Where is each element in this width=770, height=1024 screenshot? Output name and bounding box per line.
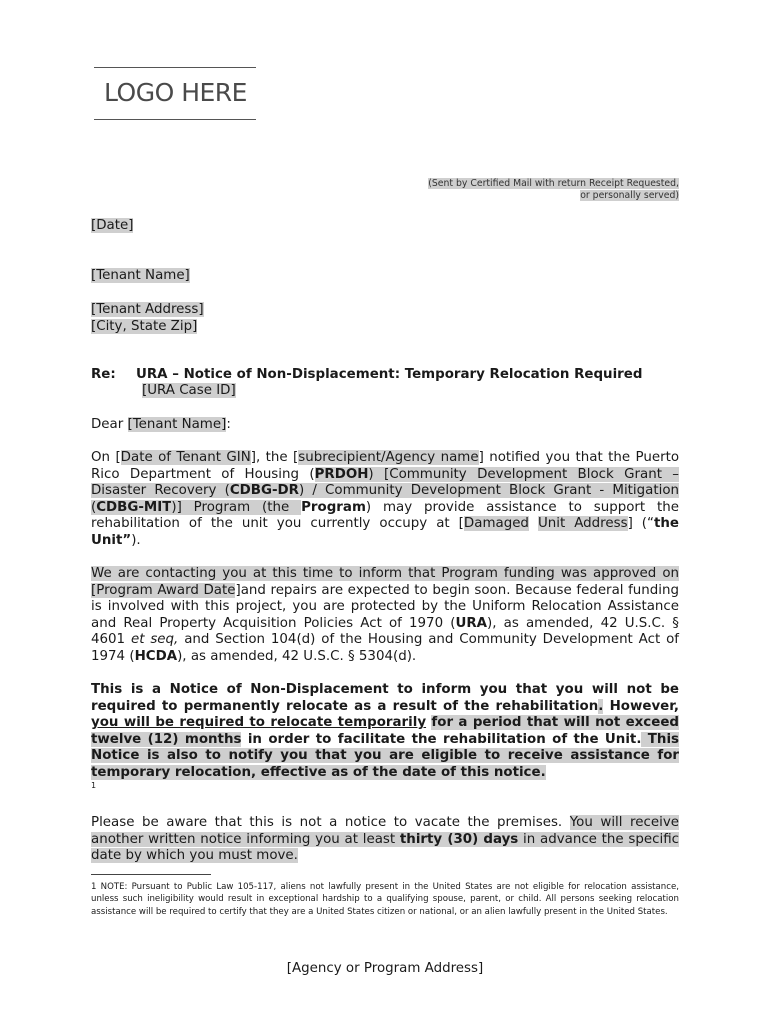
delivery-note-line2: or personally served) <box>580 190 679 201</box>
damaged-field: Damaged <box>463 516 529 531</box>
thirty-days-text: thirty (30) days <box>399 831 519 847</box>
delivery-note-line1: (Sent by Certified Mail with return Receipt Requested, <box>428 178 679 189</box>
paragraph-notice: This is a Notice of Non-Displacement to inform you that you will not be required to permanently relocate as a result of the rehabilitation. However, you will be required to relocate temporarily for a period that will not exceed twelve (12) months in order to facilitate the rehabilitation of the Unit. This Notice is also to notify you that you are eligible to receive assistance for temporary relocation, effective as of the date of this notice. <box>91 682 680 780</box>
relocate-temporarily-text: you will be required to relocate temporarily <box>91 715 427 730</box>
notice-highlight: You will receive another written notice informing you at least <box>91 815 679 847</box>
gin-date-field: Date of Tenant GIN <box>120 450 251 465</box>
case-id-field: [URA Case ID] <box>142 383 236 398</box>
unit-address-field: Unit Address <box>537 516 628 531</box>
footnote-separator <box>91 874 211 875</box>
cdbg-mit-acronym: CDBG-MIT <box>96 499 172 515</box>
salutation-name-field: [Tenant Name] <box>127 417 227 432</box>
paragraph-funding: We are contacting you at this time to inform that Program funding was approved on [Program Award Date]and repairs are expected to begin soon. Because federal funding is involved with this project, you are protected by the Uniform Relocation Assistance and Real Property Acquisition Policies Act of 1970 (URA), as amended, 42 U.S.C. § 4601 et seq, and Section 104(d) of the Housing and Community Development Act of 1974 (HCDA), as amended, 42 U.S.C. § 5304(d). <box>91 566 680 664</box>
the-unit-term: the Unit” <box>91 516 679 548</box>
footer-address: [Agency or Program Address] <box>286 961 484 976</box>
agency-name-field: subrecipient/Agency name <box>298 450 479 465</box>
tenant-address-field: [Tenant Address] <box>91 302 204 317</box>
date-field: [Date] <box>91 218 134 233</box>
footnote-text: 1 NOTE: Pursuant to Public Law 105-117, aliens not lawfully present in the United States are not eligible for relocation assistance, unless such ineligibility would result in exceptional hardship to a qualifying spouse, parent, or child. All persons seeking relocation assistance will be required to certify that they are a United States citizen or national, or an alien lawfully present in the United States. <box>91 882 679 917</box>
subject-label: Re: <box>91 367 116 382</box>
logo-top-rule <box>94 67 256 68</box>
eligibility-highlight: This Notice is also to notify you that you are eligible to receive assistance for temporary relocation, effective as of the date of this notice. <box>91 731 680 780</box>
cdbg-dr-acronym: CDBG-DR <box>229 483 299 498</box>
subject-title: URA – Notice of Non-Displacement: Temporary Relocation Required <box>136 367 643 382</box>
footnote-reference: 1 <box>91 781 97 790</box>
delivery-note <box>379 178 679 202</box>
logo-placeholder: LOGO HERE <box>104 78 247 107</box>
tenant-city-field: [City, State Zip] <box>91 319 198 334</box>
paragraph-vacate: Please be aware that this is not a notice to vacate the premises. You will receive another written notice informing you at least thirty (30) days in advance the specific date by which you must move. <box>91 815 680 863</box>
tenant-name-field: [Tenant Name] <box>91 268 190 283</box>
salutation: Dear [Tenant Name]: <box>91 417 231 432</box>
funding-highlight: We are contacting you at this time to inform that Program funding was approved on [Program Award Date <box>91 566 679 598</box>
ura-acronym: URA <box>455 615 488 631</box>
period-highlight: for a period that will not exceed twelve (12) months <box>91 715 679 747</box>
logo-bottom-rule <box>94 119 256 120</box>
program-term: Program <box>301 499 366 515</box>
prdoh-acronym: PRDOH <box>314 466 369 482</box>
hcda-acronym: HCDA <box>134 648 178 664</box>
paragraph-intro: On [Date of Tenant GIN], the [subrecipient/Agency name] notified you that the Puerto Rico Department of Housing (PRDOH) [Community Development Block Grant – Disaster Recovery (CDBG-DR) / Community Development Block Grant - Mitigation (CDBG-MIT)] Program (the Program) may provide assistance to support the rehabilitation of the unit you currently occupy at [Damaged Unit Address] (“the Unit”). <box>91 450 680 548</box>
